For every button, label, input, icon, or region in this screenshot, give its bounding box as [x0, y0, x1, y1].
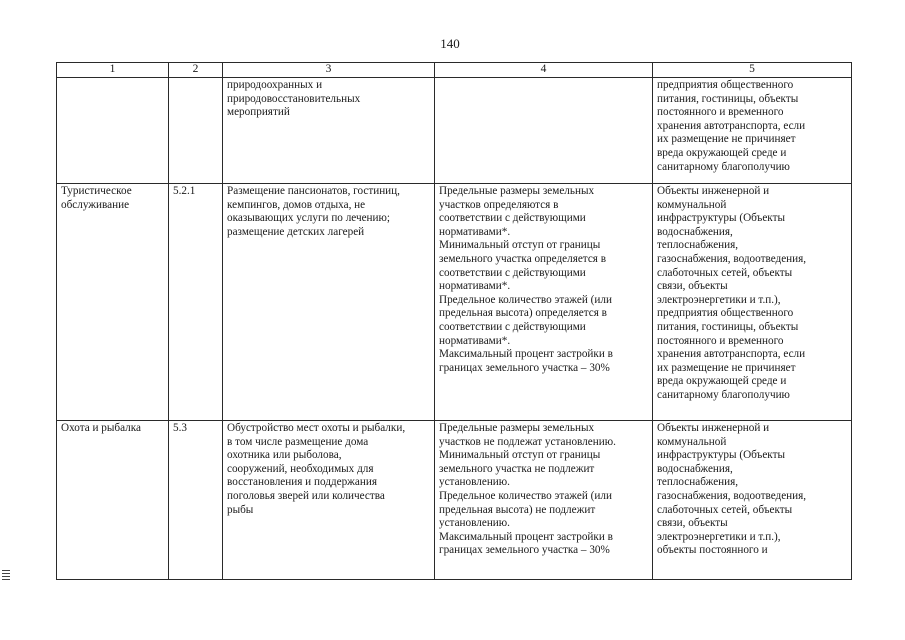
use-code-cell [169, 78, 223, 184]
use-description-cell: Размещение пансионатов, гостиниц, кемпингов, домов отдыха, не оказывающих услуги по лечению; размещение детских лагерей [223, 184, 435, 421]
parameters-cell: Предельные размеры земельных участков определяются в соответствии с действующими нормативами*. Минимальный отступ от границы земельного участка определяется в соответствии с действующими нормативами*. Предельное количество этажей (или предельная высота) определяется в соответствии с действующими нормативами*. Максимальный процент застройки в границах земельного участка – 30% [435, 184, 653, 421]
column-header: 1 [57, 63, 169, 78]
column-header: 2 [169, 63, 223, 78]
use-description-cell: природоохранных и природовосстановительных мероприятий [223, 78, 435, 184]
use-code-cell: 5.3 [169, 421, 223, 580]
auxiliary-uses-cell: предприятия общественного питания, гостиницы, объекты постоянного и временного хранения автотранспорта, если их размещение не причиняет вреда окружающей среде и санитарному благополучию [653, 78, 852, 184]
page-number: 140 [440, 36, 460, 51]
table-header-row [57, 63, 852, 78]
table-row [57, 78, 852, 184]
use-code-cell: 5.2.1 [169, 184, 223, 421]
parameters-cell: Предельные размеры земельных участков не подлежат установлению. Минимальный отступ от границы земельного участка не подлежит установлению. Предельное количество этажей (или предельная высота) не подлежит установлению. Максимальный процент застройки в границах земельного участка – 30% [435, 421, 653, 580]
use-name-cell: Охота и рыбалка [57, 421, 169, 580]
table-row [57, 421, 852, 580]
column-header: 3 [223, 63, 435, 78]
column-header: 5 [653, 63, 852, 78]
scan-margin-mark [2, 570, 10, 582]
land-use-table [56, 62, 852, 580]
use-description-cell: Обустройство мест охоты и рыбалки, в том числе размещение дома охотника или рыболова, сооружений, необходимых для восстановления и поддержания поголовья зверей или количества рыбы [223, 421, 435, 580]
use-name-cell [57, 78, 169, 184]
table-row [57, 184, 852, 421]
use-name-cell: Туристическое обслуживание [57, 184, 169, 421]
auxiliary-uses-cell: Объекты инженерной и коммунальной инфраструктуры (Объекты водоснабжения, теплоснабжения, газоснабжения, водоотведения, слаботочных сетей, объекты связи, объекты электроэнергетики и т.п.), объекты постоянного и [653, 421, 852, 580]
column-header: 4 [435, 63, 653, 78]
auxiliary-uses-cell: Объекты инженерной и коммунальной инфраструктуры (Объекты водоснабжения, теплоснабжения, газоснабжения, водоотведения, слаботочных сетей, объекты связи, объекты электроэнергетики и т.п.), предприятия общественного питания, гостиницы, объекты постоянного и временного хранения автотранспорта, если их размещение не причиняет вреда окружающей среде и санитарному благополучию [653, 184, 852, 421]
parameters-cell [435, 78, 653, 184]
